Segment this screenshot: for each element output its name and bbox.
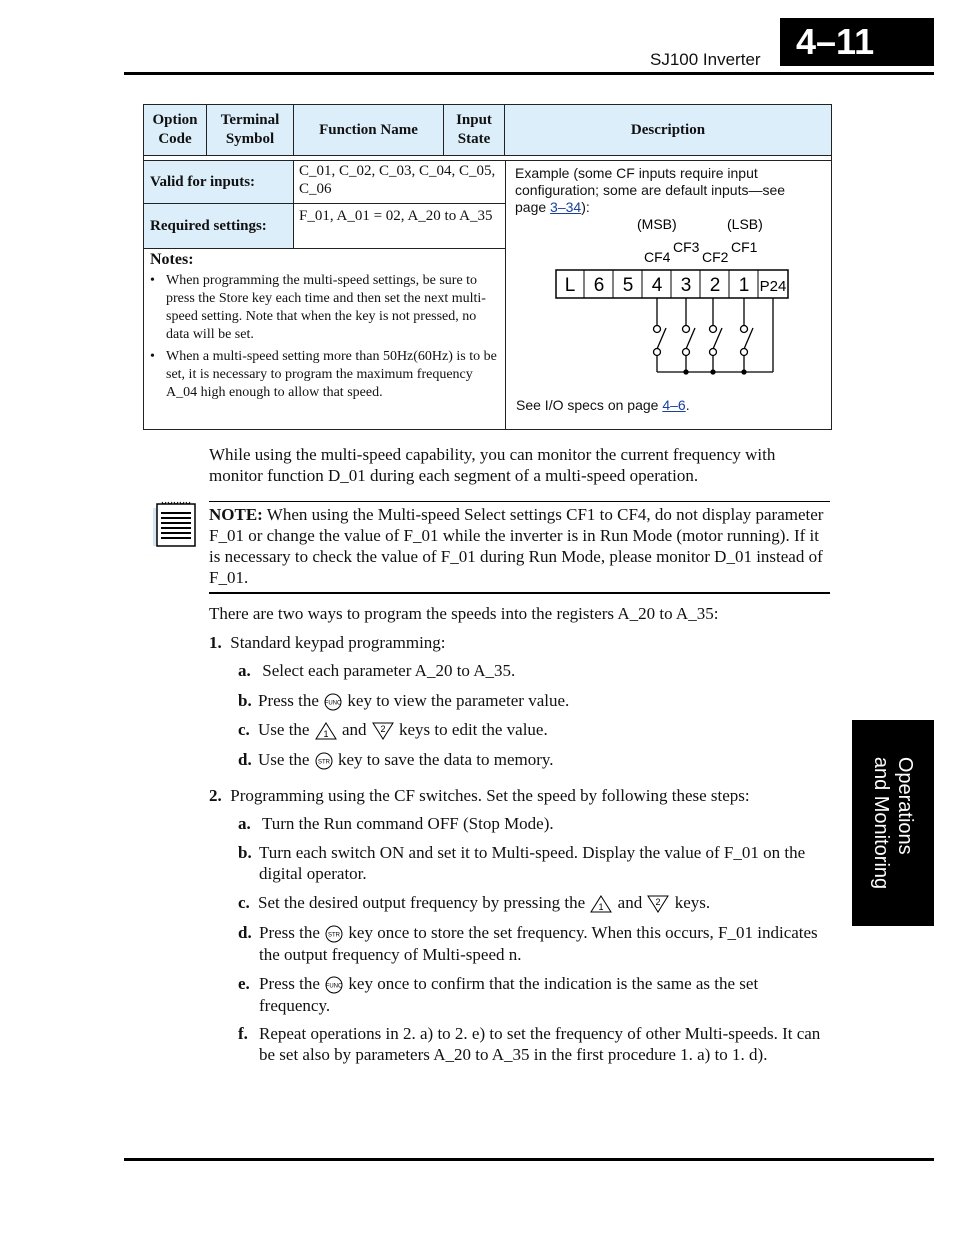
func-key-icon	[324, 975, 344, 995]
terminal-block	[556, 270, 788, 298]
down-key-text: 2	[380, 724, 386, 735]
description-example	[515, 165, 815, 216]
header-rule	[124, 72, 934, 75]
terminal-1: 1	[738, 275, 750, 296]
step-letter: b.	[238, 691, 252, 710]
cf1-label: CF1	[731, 239, 758, 255]
cf-switch-diagram	[549, 215, 789, 385]
note-rule-top	[209, 501, 830, 502]
header-input-state: Input State	[444, 105, 505, 155]
step-letter: c.	[238, 893, 250, 912]
step-text: key once to confirm that the indication is the same as the set frequency.	[259, 974, 759, 1016]
required-settings-label: Required settings:	[144, 204, 294, 248]
up-key-text: 1	[598, 902, 604, 913]
step-text: keys to edit the value.	[394, 720, 548, 739]
column-divider	[505, 161, 506, 430]
step-letter: d.	[238, 923, 252, 942]
step-1c	[238, 719, 548, 741]
required-settings-value: F_01, A_01 = 02, A_20 to A_35	[299, 208, 493, 224]
footer-rule	[124, 1158, 934, 1161]
cf3-label: CF3	[673, 239, 700, 255]
step-text: key to save the data to memory.	[333, 750, 554, 769]
msb-label: (MSB)	[637, 216, 677, 232]
step-2a	[238, 813, 554, 834]
step-letter: f.	[238, 1024, 248, 1043]
switch-wiring	[654, 298, 774, 374]
lsb-label: (LSB)	[727, 216, 763, 232]
header-description: Description	[505, 105, 831, 155]
paragraph-two-ways: There are two ways to program the speeds into the registers A_20 to A_35:	[209, 604, 719, 623]
side-tab[interactable]	[852, 720, 934, 926]
cf2-label: CF2	[702, 249, 729, 265]
step-text: and	[337, 720, 371, 739]
step-letter: c.	[238, 720, 250, 739]
step-letter: a.	[238, 661, 251, 680]
method-1	[209, 632, 446, 653]
step-letter: e.	[238, 974, 250, 993]
notes	[150, 251, 500, 406]
step-text: key to view the parameter value.	[343, 691, 570, 710]
terminal-5: 5	[622, 275, 634, 296]
description-footer	[516, 397, 690, 413]
func-key-icon	[323, 692, 343, 712]
terminal-2: 2	[709, 275, 721, 296]
side-tab-line2: and Monitoring	[870, 756, 892, 890]
terminal-3: 3	[680, 275, 692, 296]
step-2d	[238, 922, 828, 965]
note-text: When using the Multi-speed Select settings CF1 to CF4, do not display parameter F_01 or change the value of F_01 while the inverter is in Run Mode (motor running). If it is necessary to check the value of F_01 during Run Mode, please monitor D_01 instead of F_01.	[209, 505, 824, 587]
step-text: Set the desired output frequency by pressing the	[258, 893, 590, 912]
description-footer-end: .	[685, 397, 690, 413]
page-number: 4–11	[780, 18, 934, 66]
down-key-text: 2	[655, 897, 661, 908]
step-text: Turn each switch ON and set it to Multi-speed. Display the value of F_01 on the digital operator.	[259, 843, 806, 883]
step-1b	[238, 690, 569, 712]
step-letter: a.	[238, 814, 251, 833]
step-text: Press the	[259, 974, 325, 993]
description-footer-text: See I/O specs on page	[516, 397, 663, 413]
option-table	[143, 104, 832, 430]
step-text: Select each parameter A_20 to A_35.	[262, 661, 516, 680]
paragraph-monitor: While using the multi-speed capability, you can monitor the current frequency with monitor function D_01 during each segment of a multi-speed operation.	[209, 445, 776, 485]
note-icon	[150, 500, 198, 550]
method-2	[209, 785, 750, 806]
cf4-label: CF4	[644, 249, 671, 265]
valid-for-label: Valid for inputs:	[144, 161, 294, 203]
header-terminal-symbol: Terminal Symbol	[207, 105, 294, 155]
step-text: Use the	[258, 720, 314, 739]
str-key-text: STR	[328, 932, 341, 939]
step-text: Press the	[259, 923, 325, 942]
method-2-number: 2.	[209, 786, 222, 805]
step-text: Press the	[258, 691, 324, 710]
note-block	[209, 504, 830, 588]
terminal-p24: P24	[759, 278, 787, 295]
step-letter: b.	[238, 843, 252, 862]
step-2c	[238, 892, 710, 914]
page-link-3-34[interactable]: 3–34	[550, 199, 582, 215]
description-example-text: Example (some CF inputs require input configuration; some are default inputs—see page	[515, 165, 786, 215]
header-function-name: Function Name	[294, 105, 444, 155]
method-1-text: Standard keypad programming:	[230, 633, 446, 652]
side-tab-line1: Operations	[894, 756, 916, 855]
terminal-l: L	[564, 275, 576, 296]
note-label: NOTE:	[209, 505, 263, 524]
terminal-6: 6	[593, 275, 605, 296]
func-key-text: FUNC	[325, 983, 343, 990]
step-2e	[238, 973, 828, 1016]
step-text: Repeat operations in 2. a) to 2. e) to set the frequency of other Multi-speeds. It can be set also by parameters A_20 to A_35 in the first procedure 1. a) to 1. d).	[259, 1024, 821, 1064]
side-tab-text	[869, 757, 917, 889]
func-key-text: FUNC	[324, 700, 342, 707]
step-text: and	[613, 893, 647, 912]
method-2-text: Programming using the CF switches. Set the speed by following these steps:	[230, 786, 750, 805]
description-example-end: ):	[581, 199, 590, 215]
step-1d	[238, 749, 554, 771]
note-bullet: • When a multi-speed setting more than 50Hz(60Hz) is to be set, it is necessary to program the maximum frequency A_04 high enough to allow that speed.	[150, 348, 500, 402]
step-text: key once to store the set frequency. When this occurs, F_01 indicates the output frequency of Multi-speed n.	[259, 923, 818, 965]
note-rule-bottom	[209, 592, 830, 594]
str-key-text: STR	[317, 759, 330, 766]
up-key-text: 1	[323, 729, 329, 740]
header-title: SJ100 Inverter	[650, 50, 761, 69]
terminal-4: 4	[651, 275, 663, 296]
valid-for-value: C_01, C_02, C_03, C_04, C_05, C_06	[299, 163, 496, 197]
page-link-4-6[interactable]: 4–6	[662, 397, 686, 413]
header-option-code: Option Code	[144, 105, 207, 155]
notes-title: Notes:	[150, 251, 194, 268]
str-key-icon	[314, 751, 334, 771]
step-text: Turn the Run command OFF (Stop Mode).	[261, 814, 554, 833]
step-2f	[238, 1023, 828, 1065]
up-key-icon	[589, 894, 613, 914]
down-key-icon	[646, 894, 670, 914]
method-1-number: 1.	[209, 633, 222, 652]
str-key-icon	[324, 924, 344, 944]
step-text: Use the	[258, 750, 314, 769]
step-2b	[238, 842, 828, 884]
step-text: keys.	[670, 893, 711, 912]
down-key-icon	[371, 721, 395, 741]
note-bullet: • When programming the multi-speed settings, be sure to press the Store key each time and then set the next multi-speed setting. Note that when the key is not pressed, no data will be set.	[150, 272, 500, 344]
row-divider	[144, 248, 505, 249]
step-1a	[238, 660, 515, 681]
step-letter: d.	[238, 750, 252, 769]
up-key-icon	[314, 721, 338, 741]
